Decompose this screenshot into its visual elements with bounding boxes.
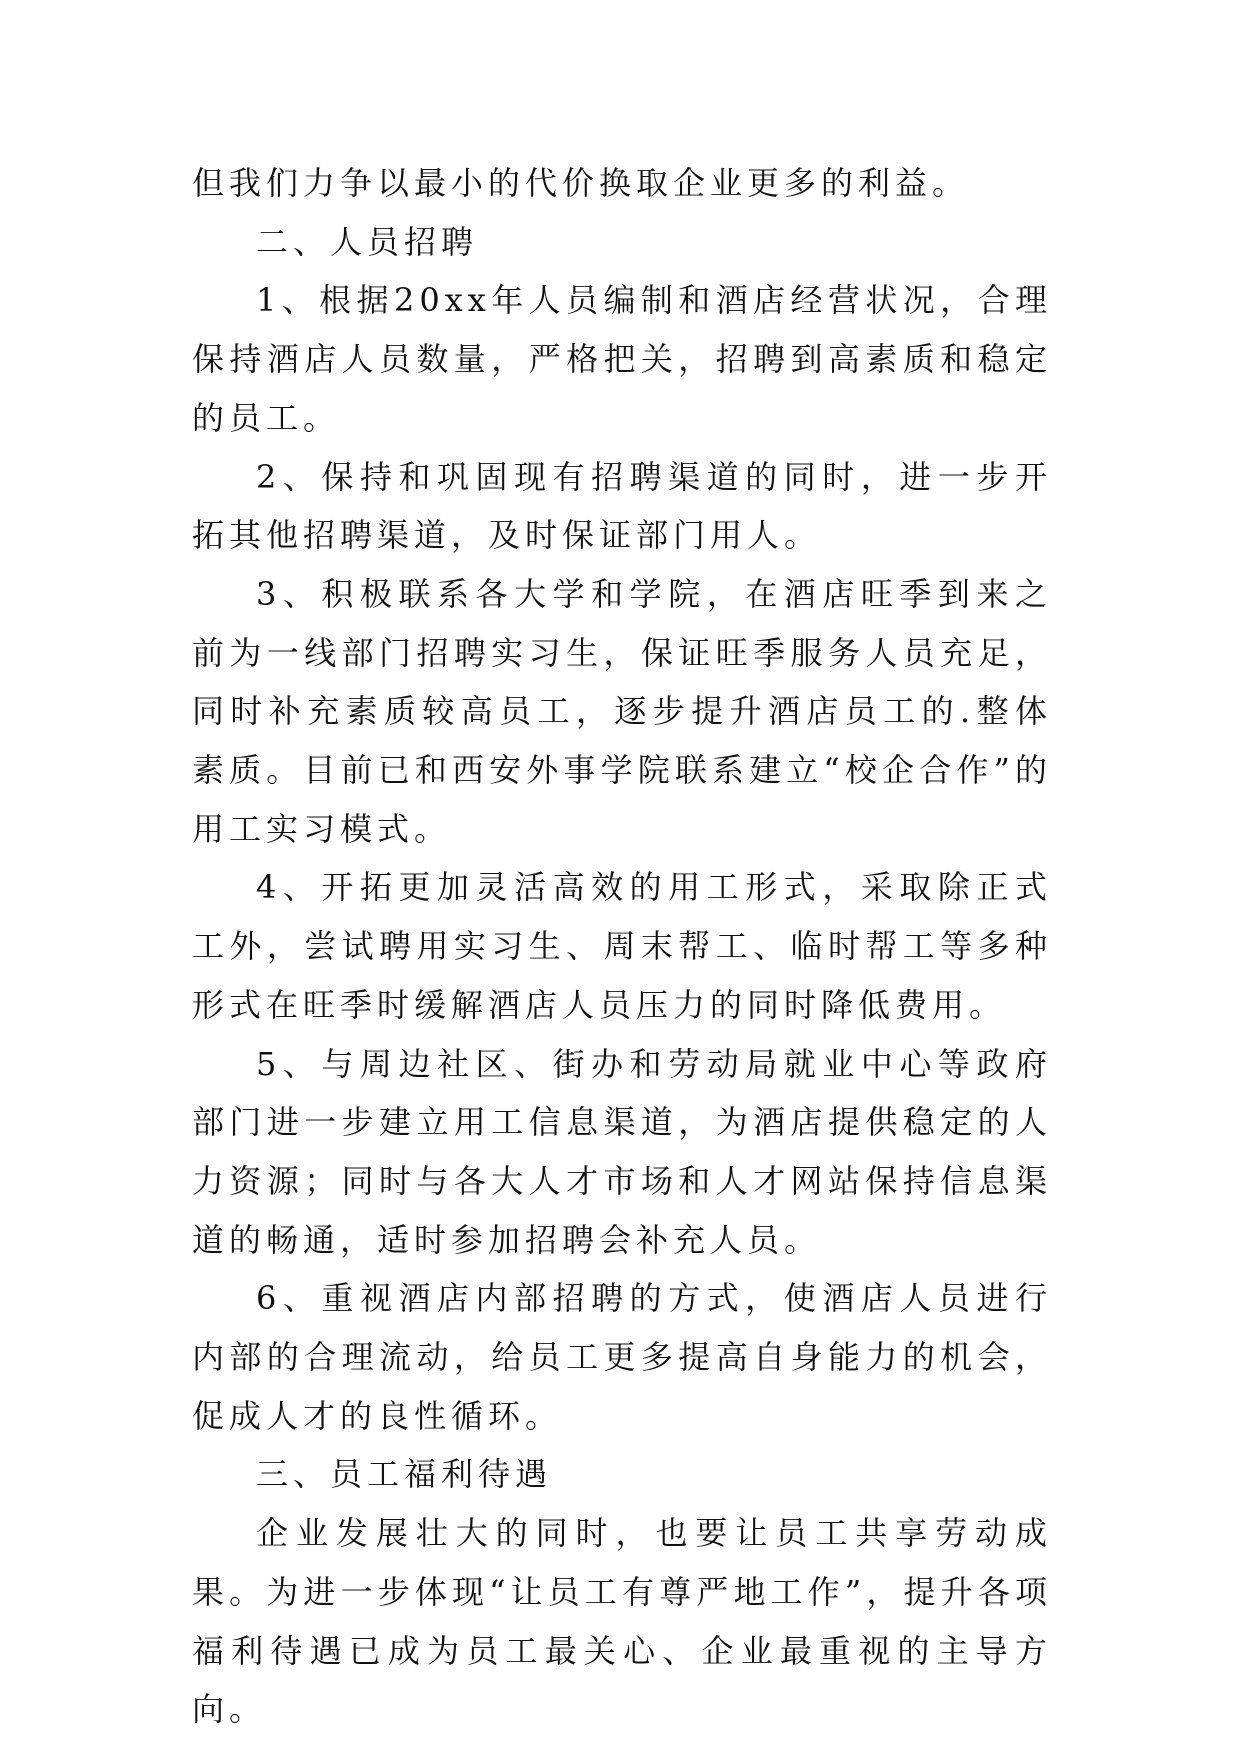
paragraph-item-6: 6、重视酒店内部招聘的方式，使酒店人员进行内部的合理流动，给员工更多提高自身能力的机会，促成人才的良性循环。 — [192, 1279, 1052, 1435]
paragraph-benefits: 企业发展壮大的同时，也要让员工共享劳动成果。为进一步体现“让员工有尊严地工作”，提升各项福利待遇已成为员工最关心、企业最重视的主导方向。 — [192, 1514, 1052, 1729]
section-heading-benefits: 三、员工福利待遇 — [256, 1455, 553, 1494]
paragraph-item-1: 1、根据20xx年人员编制和酒店经营状况，合理保持酒店人员数量，严格把关，招聘到高素质和稳定的员工。 — [192, 281, 1052, 437]
paragraph-item-4: 4、开拓更加灵活高效的用工形式，采取除正式工外，尝试聘用实习生、周末帮工、临时帮工等多种形式在旺季时缓解酒店人员压力的同时降低费用。 — [192, 868, 1052, 1024]
paragraph-item-3: 3、积极联系各大学和学院，在酒店旺季到来之前为一线部门招聘实习生，保证旺季服务人员充足，同时补充素质较高员工，逐步提升酒店员工的.整体素质。目前已和西安外事学院联系建立“校企合作”的用工实习模式。 — [192, 574, 1052, 848]
section-heading-recruitment: 二、人员招聘 — [256, 222, 479, 261]
paragraph-item-5: 5、与周边社区、街办和劳动局就业中心等政府部门进一步建立用工信息渠道，为酒店提供稳定的人力资源；同时与各大人才市场和人才网站保持信息渠道的畅通，适时参加招聘会补充人员。 — [192, 1044, 1052, 1259]
paragraph-item-2: 2、保持和巩固现有招聘渠道的同时，进一步开拓其他招聘渠道，及时保证部门用人。 — [192, 457, 1052, 555]
document-body — [192, 154, 1052, 1739]
paragraph-continuation: 但我们力争以最小的代价换取企业更多的利益。 — [192, 164, 970, 202]
